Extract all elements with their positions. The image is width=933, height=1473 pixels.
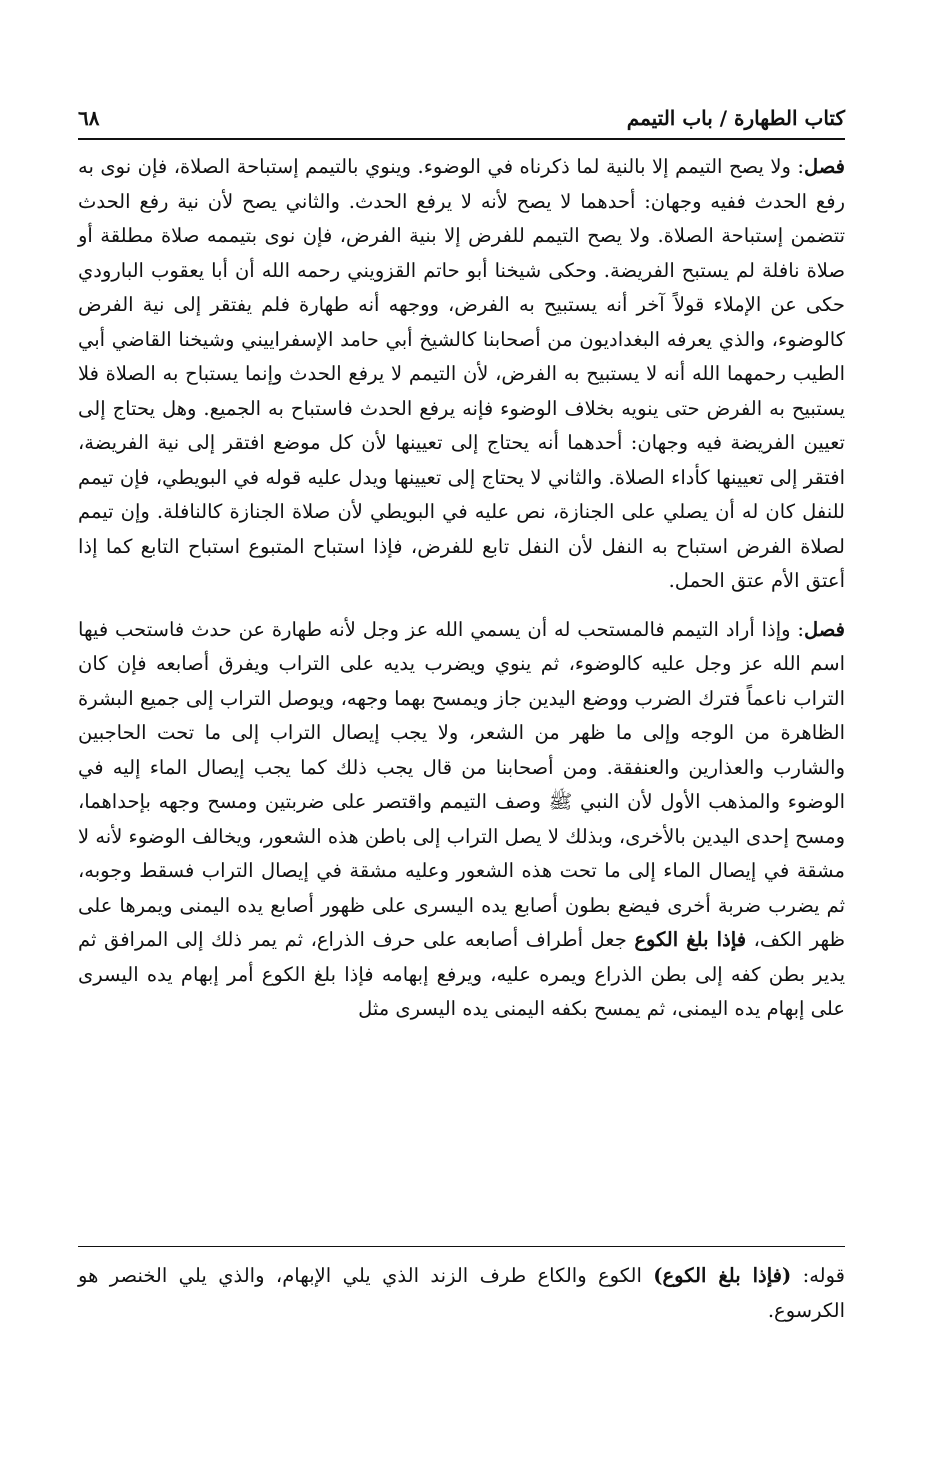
highlighted-phrase: فإذا بلغ الكوع [634, 928, 747, 951]
paragraph-text: : ولا يصح التيمم إلا بالنية لما ذكرناه في الوضوء. وينوي بالتيمم إستباحة الصلاة، فإن نوى به رفع الحدث ففيه وجهان: أحدهما لا يصح لأنه لا يرفع الحدث. والثاني يصح لأن نية رفع الحدث تتضمن إستباحة الصلاة. ولا يصح التيمم للفرض إلا بنية الفرض، فإن نوى بتيممه صلاة مطلقة أو صلاة نافلة لم يستبح الفريضة. وحكى شيخنا أبو حاتم القزويني رحمه الله أن أبا يعقوب البارودي حكى عن الإملاء قولاً آخر أنه يستبيح به الفرض، ووجهه أنه طهارة فلم يفتقر إلى نية الفرض كالوضوء، والذي يعرفه البغداديون من أصحابنا كالشيخ أبي حامد الإسفراييني وشيخنا القاضي أبي الطيب رحمهما الله أنه لا يستبيح به الفرض، لأن التيمم لا يرفع الحدث وإنما يستباح به الصلاة فلا يستبيح به الفرض حتى ينويه بخلاف الوضوء فإنه يرفع الحدث فاستباح به الجميع. وهل يحتاج إلى تعيين الفريضة فيه وجهان: أحدهما أنه يحتاج إلى تعيينها لأن كل موضع افتقر إلى نية الفريضة، افتقر إلى تعيينها كأداء الصلاة. والثاني لا يحتاج إلى تعيينها ويدل عليه قوله في البويطي، فإن تيمم للنفل كان له أن يصلي على الجنازة، نص عليه في البويطي لأن صلاة الجنازة كالنافلة. وإن تيمم لصلاة الفرض استباح به النفل لأن النفل تابع للفرض، فإذا استباح المتبوع استباح التابع كما إذا أعتق الأم عتق الحمل. [78, 155, 845, 592]
page-header [78, 96, 845, 130]
footnote-text: الكوع والكاع طرف الزند الذي يلي الإبهام، والذي يلي الخنصر هو الكرسوع. [78, 1264, 845, 1322]
running-title: كتاب الطهارة / باب التيمم [626, 106, 845, 130]
paragraph-text: : وإذا أراد التيمم فالمستحب له أن يسمي الله عز وجل لأنه طهارة عن حدث فاستحب فيها اسم الله عز وجل عليه كالوضوء، ثم ينوي ويضرب يديه على التراب ويفرق أصابعه فإن كان التراب ناعماً فترك الضرب ووضع اليدين جاز ويمسح بهما وجهه، ويوصل التراب إلى جميع البشرة الظاهرة من الوجه وإلى ما ظهر من الشعر، ولا يجب إيصال التراب إلى ما تحت الحاجبين والشارب والعذارين والعنفقة. ومن أصحابنا من قال يجب ذلك كما يجب إيصال الماء إليه في الوضوء والمذهب الأول لأن النبي ﷺ وصف التيمم واقتصر على ضربتين ومسح وجهه بإحداهما، ومسح إحدى اليدين بالأخرى، وبذلك لا يصل التراب إلى باطن هذه الشعور، ويخالف الوضوء لأنه لا مشقة في إيصال الماء إلى ما تحت هذه الشعور وعليه مشقة في إيصال التراب فسقط وجوبه، ثم يضرب ضربة أخرى فيضع بطون أصابع يده اليسرى على ظهور أصابع يده اليمنى ويمرها على ظهر الكف، [78, 617, 846, 951]
footnote-lead: قوله: [791, 1264, 845, 1287]
footnote [78, 1258, 845, 1328]
section-label: فصل [804, 617, 845, 641]
page-number: ٦٨ [78, 106, 100, 130]
paragraph-2 [78, 613, 845, 1027]
main-text [78, 150, 845, 1027]
section-label: فصل [804, 155, 845, 178]
header-rule [78, 138, 845, 140]
paragraph-text: جعل أطراف أصابعه على حرف الذراع، ثم يمر ذلك إلى المرافق ثم يدير بطن كفه إلى بطن الذراع ويمره عليه، ويرفع إبهامه فإذا بلغ الكوع أمر إبهام يده اليسرى على إبهام يده اليمنى، ثم يمسح بكفه اليمنى يده اليسرى مثل [78, 928, 845, 1020]
footnote-phrase: (فإذا بلغ الكوع) [653, 1264, 792, 1287]
footnote-rule [78, 1246, 845, 1247]
paragraph-1 [78, 150, 845, 599]
